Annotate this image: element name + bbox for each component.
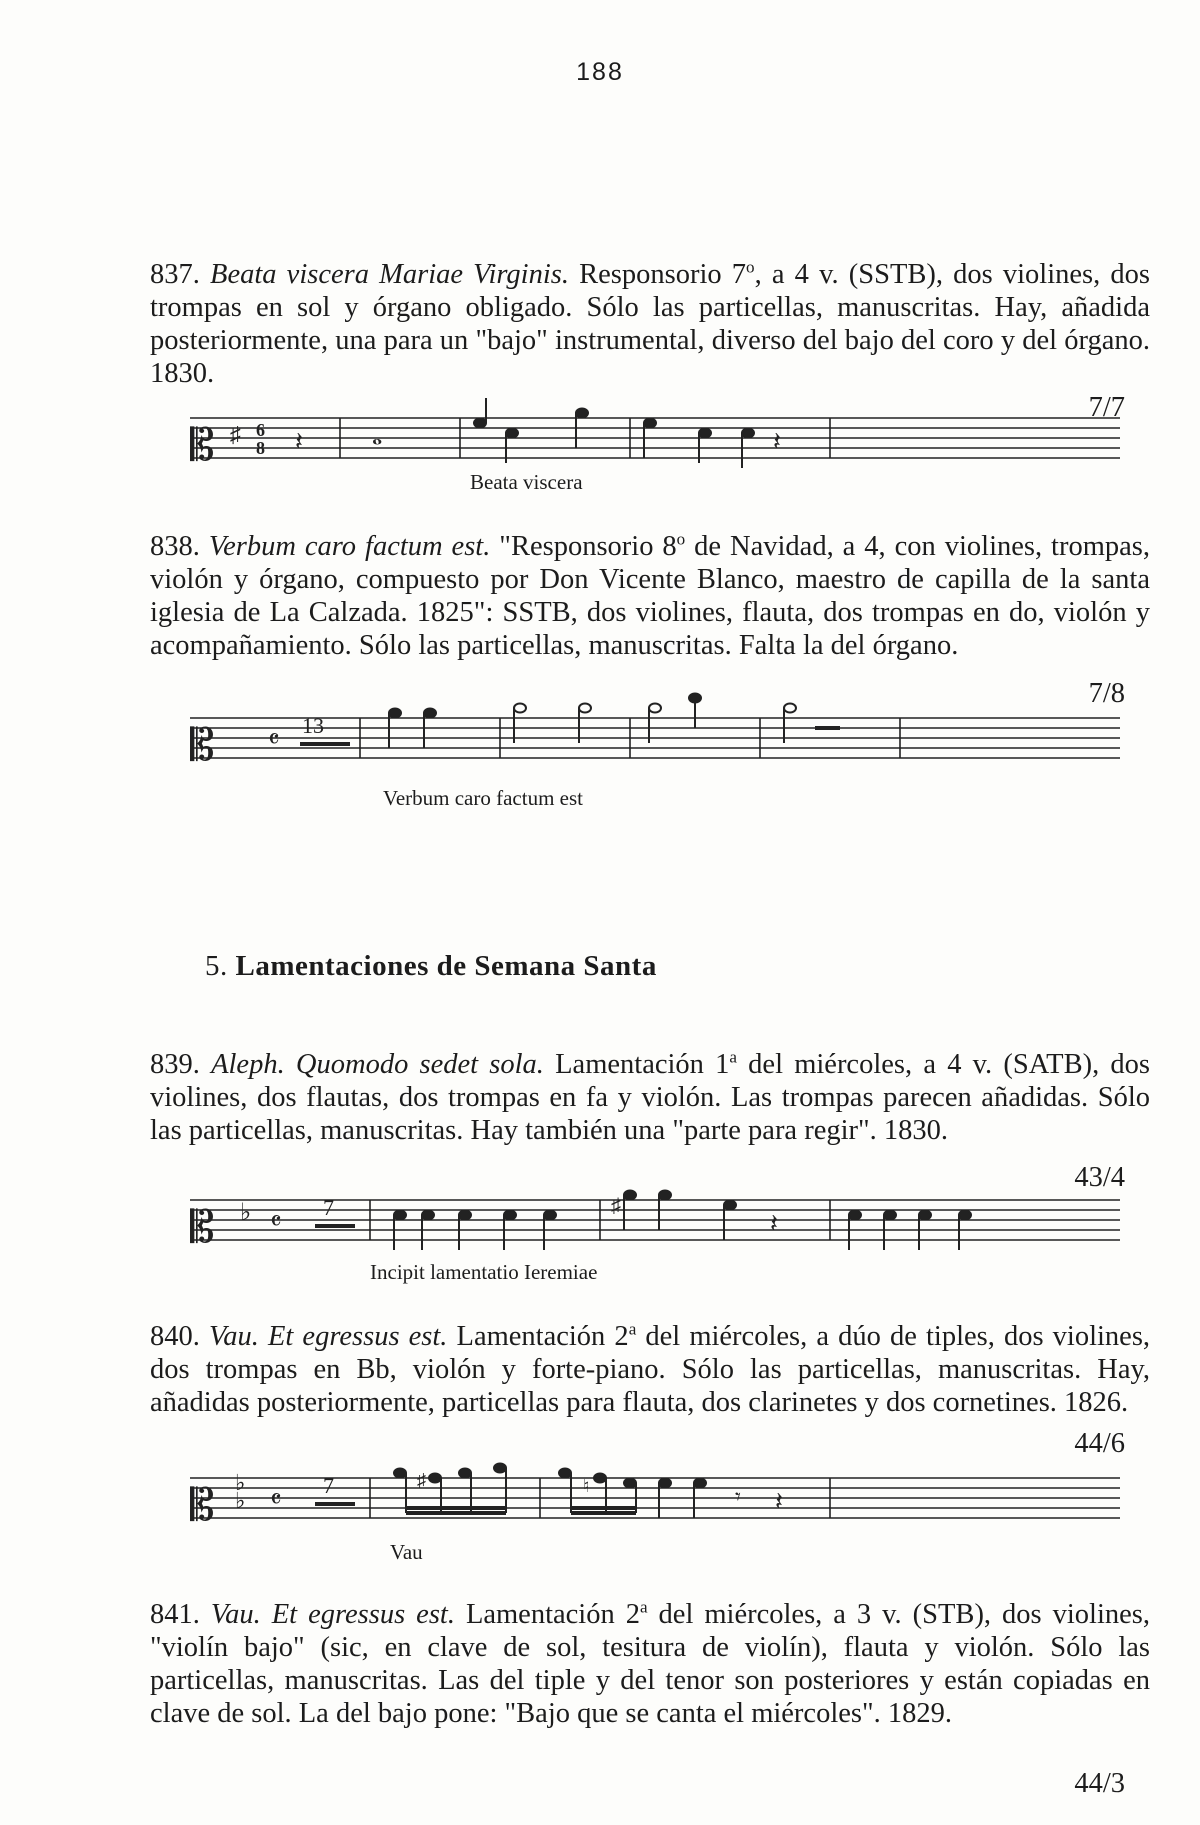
rest-count-numeral: 7 — [323, 1473, 334, 1498]
rest-count-numeral: 7 — [323, 1195, 334, 1220]
svg-text:𝄽: 𝄽 — [770, 1209, 778, 1238]
svg-text:♮: ♮ — [583, 1476, 590, 1496]
entry-837 — [150, 258, 1150, 390]
catalog-reference: 44/6 — [1074, 1428, 1125, 1459]
entry-841 — [150, 1598, 1150, 1730]
svg-text:𝄴: 𝄴 — [270, 1485, 282, 1514]
entry-text: Lamentación 2 — [454, 1599, 640, 1630]
entry-title: Vau. Et egressus est. — [209, 1321, 448, 1352]
svg-text:𝅝: 𝅝 — [372, 421, 383, 450]
entry-title: Aleph. Quomodo sedet sola. — [211, 1049, 544, 1080]
entry-text: de Navidad, a 4, con violines, trompas, violón y órgano, compuesto por Don Vicente Blanco, maestro de capilla de la santa iglesia de La Calzada. 1825": SSTB, dos violines, flauta, dos trompas en do, violón y acompañamiento. Sólo las particellas, manuscritas. Falta la del órgano. — [150, 531, 1151, 661]
entry-title: Verbum caro factum est. — [208, 531, 491, 562]
entry-text: del miércoles, a 3 v. (STB), dos violines, "violín bajo" (sic, en clave de sol, tesitura de violín), flauta y violón. Sólo las particellas, manuscritas. Las del tiple y del tenor son posteriores y están copiadas en clave de sol. La del bajo pone: "Bajo que se canta el miércoles". 1829. — [150, 1599, 1151, 1729]
entry-text: Lamentación 2 — [447, 1321, 629, 1352]
entry-sup: o — [746, 257, 755, 277]
svg-text:♯: ♯ — [611, 1195, 621, 1217]
entry-title: Vau. Et egressus est. — [210, 1599, 455, 1630]
entry-sup: a — [639, 1597, 648, 1617]
section-title: Lamentaciones de Semana Santa — [235, 950, 657, 982]
svg-text:8: 8 — [256, 438, 265, 458]
svg-text:𝄡: 𝄡 — [190, 721, 215, 770]
svg-text:♯: ♯ — [230, 422, 241, 447]
entry-sup: o — [676, 529, 686, 549]
entry-text: Responsorio 7 — [568, 259, 747, 290]
entry-text: del miércoles, a 4 v. (SATB), dos violines, dos flautas, dos trompas en fa y violón. Las trompas parecen añadidas. Sólo las particellas, manuscritas. Hay también una "parte para regir". 1830. — [150, 1049, 1150, 1146]
catalog-reference: 7/8 — [1088, 678, 1125, 709]
entry-838 — [150, 530, 1150, 662]
section-heading — [205, 950, 657, 983]
entry-text: , a 4 v. (SSTB), dos violines, dos trompas en sol y órgano obligado. Sólo las particellas, manuscritas. Hay, añadida posteriormente, una para un "bajo" instrumental, diverso del bajo del coro y del órgano. 1830. — [150, 259, 1151, 389]
catalog-reference: 7/7 — [1088, 392, 1125, 423]
entry-text: "Responsorio 8 — [490, 531, 677, 562]
entry-text: del miércoles, a dúo de tiples, dos violines, dos trompas en Bb, violón y forte-piano. Sólo las particellas, manuscritas. Hay, añadidas posteriormente, particellas para flauta, dos clarinetes y dos cornetines. 1826. — [150, 1321, 1151, 1418]
svg-text:𝄴: 𝄴 — [268, 725, 280, 754]
svg-text:♭: ♭ — [235, 1488, 246, 1513]
entry-number: 837. — [150, 259, 200, 290]
entry-sup: a — [729, 1047, 737, 1067]
svg-text:𝄽: 𝄽 — [775, 1487, 783, 1516]
incipit-caption: Verbum caro factum est — [383, 786, 584, 810]
entry-number: 838. — [150, 531, 200, 562]
svg-text:6: 6 — [256, 420, 265, 440]
entry-sup: a — [628, 1319, 637, 1339]
svg-text:𝄡: 𝄡 — [190, 420, 215, 471]
svg-text:♭: ♭ — [235, 1470, 246, 1495]
entry-839 — [150, 1048, 1150, 1147]
incipit-caption: Incipit lamentatio Ieremiae — [370, 1260, 598, 1284]
svg-text:𝄴: 𝄴 — [270, 1207, 282, 1236]
page-number: 188 — [576, 58, 624, 86]
entry-840 — [150, 1320, 1150, 1419]
entry-text: Lamentación 1 — [543, 1049, 730, 1080]
incipit-caption: Beata viscera — [470, 470, 583, 494]
entry-number: 840. — [150, 1321, 200, 1352]
svg-text:𝄡: 𝄡 — [190, 1481, 215, 1530]
catalog-reference: 44/3 — [1074, 1768, 1125, 1799]
music-incipit-staff — [190, 1190, 1120, 1262]
svg-text:♭: ♭ — [240, 1200, 252, 1226]
rest-count-numeral: 13 — [302, 713, 324, 738]
svg-text:𝄽: 𝄽 — [773, 427, 781, 456]
svg-text:♯: ♯ — [417, 1470, 426, 1490]
svg-text:𝄽: 𝄽 — [295, 427, 303, 456]
entry-number: 841. — [150, 1599, 200, 1630]
entry-number: 839. — [150, 1049, 200, 1080]
svg-text:𝄡: 𝄡 — [190, 1203, 215, 1252]
svg-text:𝄾: 𝄾 — [735, 1484, 741, 1509]
catalog-reference: 43/4 — [1074, 1162, 1125, 1193]
music-incipit-staff — [190, 1468, 1120, 1540]
section-number: 5. — [205, 950, 228, 982]
music-incipit-staff — [190, 708, 1120, 780]
entry-title: Beata viscera Mariae Virginis. — [210, 259, 569, 290]
incipit-caption: Vau — [390, 1540, 423, 1564]
music-incipit-staff — [190, 408, 1120, 480]
